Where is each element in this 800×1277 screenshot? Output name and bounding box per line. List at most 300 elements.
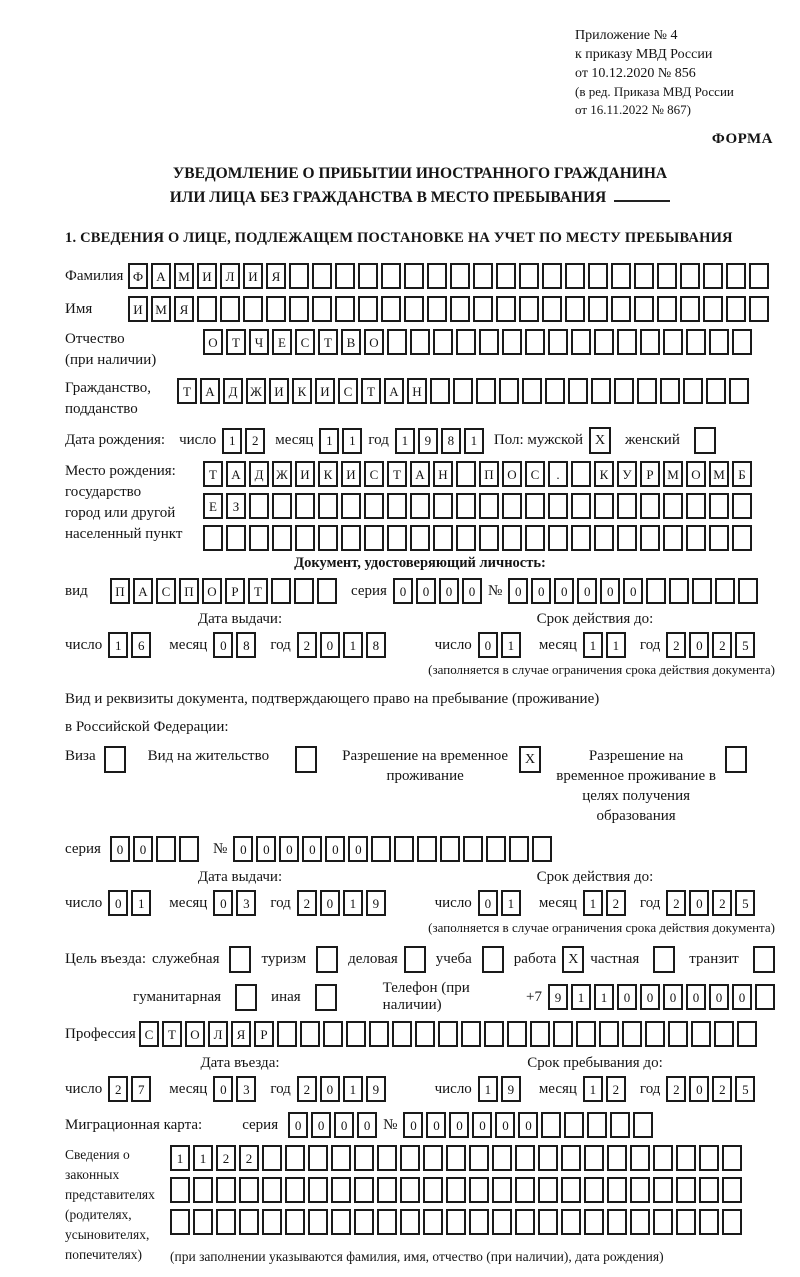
char-cell[interactable] — [676, 1209, 696, 1235]
char-cell[interactable] — [331, 1145, 351, 1171]
char-cell[interactable]: 1 — [343, 632, 363, 658]
char-cell[interactable] — [660, 378, 680, 404]
char-cell[interactable]: 2 — [712, 890, 732, 916]
char-cell[interactable] — [496, 296, 516, 322]
char-cell[interactable] — [473, 296, 493, 322]
char-cell[interactable] — [364, 525, 384, 551]
char-cell[interactable] — [473, 263, 493, 289]
sex-male-checkbox[interactable]: X — [589, 427, 611, 454]
char-cell[interactable] — [331, 1177, 351, 1203]
char-cell[interactable] — [427, 263, 447, 289]
char-cell[interactable] — [410, 525, 430, 551]
char-cell[interactable]: 2 — [712, 1076, 732, 1102]
char-cell[interactable]: Т — [248, 578, 268, 604]
char-cell[interactable] — [732, 493, 752, 519]
char-cell[interactable]: Р — [640, 461, 660, 487]
char-cell[interactable] — [509, 836, 529, 862]
char-cell[interactable] — [640, 525, 660, 551]
char-cell[interactable]: 0 — [640, 984, 660, 1010]
char-cell[interactable]: Р — [254, 1021, 274, 1047]
char-cell[interactable]: Д — [249, 461, 269, 487]
char-cell[interactable] — [545, 378, 565, 404]
char-cell[interactable] — [479, 329, 499, 355]
char-cell[interactable] — [755, 984, 775, 1010]
char-cell[interactable] — [249, 493, 269, 519]
char-cell[interactable]: 9 — [548, 984, 568, 1010]
char-cell[interactable] — [686, 493, 706, 519]
char-cell[interactable] — [663, 525, 683, 551]
option-residence-permit-checkbox[interactable] — [295, 746, 317, 773]
char-cell[interactable] — [668, 1021, 688, 1047]
char-cell[interactable] — [469, 1209, 489, 1235]
char-cell[interactable] — [371, 836, 391, 862]
char-cell[interactable] — [492, 1145, 512, 1171]
char-cell[interactable] — [358, 263, 378, 289]
char-cell[interactable]: 1 — [583, 632, 603, 658]
char-cell[interactable] — [646, 578, 666, 604]
char-cell[interactable] — [686, 525, 706, 551]
char-cell[interactable] — [594, 525, 614, 551]
char-cell[interactable]: 0 — [320, 632, 340, 658]
char-cell[interactable] — [469, 1177, 489, 1203]
char-cell[interactable]: 2 — [606, 890, 626, 916]
char-cell[interactable] — [588, 296, 608, 322]
char-cell[interactable]: Б — [732, 461, 752, 487]
char-cell[interactable]: У — [617, 461, 637, 487]
purpose-humanitarian-checkbox[interactable] — [235, 984, 257, 1011]
char-cell[interactable]: Я — [231, 1021, 251, 1047]
char-cell[interactable] — [430, 378, 450, 404]
char-cell[interactable] — [479, 525, 499, 551]
char-cell[interactable] — [561, 1209, 581, 1235]
char-cell[interactable]: И — [341, 461, 361, 487]
char-cell[interactable] — [433, 329, 453, 355]
char-cell[interactable]: 0 — [357, 1112, 377, 1138]
char-cell[interactable] — [438, 1021, 458, 1047]
char-cell[interactable] — [440, 836, 460, 862]
char-cell[interactable] — [680, 296, 700, 322]
char-cell[interactable]: 2 — [712, 632, 732, 658]
char-cell[interactable] — [387, 525, 407, 551]
char-cell[interactable] — [706, 378, 726, 404]
char-cell[interactable]: С — [364, 461, 384, 487]
char-cell[interactable]: 2 — [666, 632, 686, 658]
char-cell[interactable] — [709, 493, 729, 519]
char-cell[interactable]: 0 — [348, 836, 368, 862]
char-cell[interactable]: 1 — [193, 1145, 213, 1171]
char-cell[interactable]: 0 — [472, 1112, 492, 1138]
char-cell[interactable]: 1 — [583, 890, 603, 916]
char-cell[interactable]: С — [139, 1021, 159, 1047]
char-cell[interactable]: А — [151, 263, 171, 289]
char-cell[interactable] — [541, 1112, 561, 1138]
char-cell[interactable] — [266, 296, 286, 322]
char-cell[interactable] — [193, 1209, 213, 1235]
char-cell[interactable]: 0 — [325, 836, 345, 862]
char-cell[interactable]: 7 — [131, 1076, 151, 1102]
char-cell[interactable] — [515, 1177, 535, 1203]
char-cell[interactable] — [709, 329, 729, 355]
char-cell[interactable] — [262, 1145, 282, 1171]
char-cell[interactable] — [571, 329, 591, 355]
char-cell[interactable]: 1 — [478, 1076, 498, 1102]
char-cell[interactable]: 0 — [689, 632, 709, 658]
char-cell[interactable] — [588, 263, 608, 289]
char-cell[interactable]: 2 — [239, 1145, 259, 1171]
char-cell[interactable] — [703, 263, 723, 289]
char-cell[interactable]: 1 — [594, 984, 614, 1010]
char-cell[interactable] — [300, 1021, 320, 1047]
char-cell[interactable]: С — [295, 329, 315, 355]
char-cell[interactable] — [568, 378, 588, 404]
char-cell[interactable]: 5 — [735, 632, 755, 658]
char-cell[interactable]: 0 — [233, 836, 253, 862]
char-cell[interactable]: Л — [220, 263, 240, 289]
char-cell[interactable] — [341, 493, 361, 519]
char-cell[interactable]: 9 — [366, 1076, 386, 1102]
char-cell[interactable] — [732, 525, 752, 551]
char-cell[interactable]: И — [128, 296, 148, 322]
char-cell[interactable]: И — [315, 378, 335, 404]
char-cell[interactable] — [714, 1021, 734, 1047]
char-cell[interactable] — [193, 1177, 213, 1203]
char-cell[interactable] — [249, 525, 269, 551]
char-cell[interactable] — [584, 1177, 604, 1203]
char-cell[interactable]: А — [384, 378, 404, 404]
char-cell[interactable]: Т — [226, 329, 246, 355]
char-cell[interactable] — [294, 578, 314, 604]
char-cell[interactable] — [404, 296, 424, 322]
char-cell[interactable] — [653, 1209, 673, 1235]
char-cell[interactable]: 9 — [418, 428, 438, 454]
char-cell[interactable]: 1 — [606, 632, 626, 658]
char-cell[interactable]: К — [318, 461, 338, 487]
char-cell[interactable] — [456, 525, 476, 551]
char-cell[interactable] — [415, 1021, 435, 1047]
char-cell[interactable] — [410, 493, 430, 519]
char-cell[interactable] — [295, 525, 315, 551]
char-cell[interactable] — [622, 1021, 642, 1047]
char-cell[interactable]: 0 — [393, 578, 413, 604]
char-cell[interactable] — [634, 296, 654, 322]
char-cell[interactable]: 8 — [366, 632, 386, 658]
char-cell[interactable]: Т — [361, 378, 381, 404]
char-cell[interactable] — [548, 525, 568, 551]
char-cell[interactable] — [262, 1209, 282, 1235]
char-cell[interactable]: С — [338, 378, 358, 404]
char-cell[interactable] — [289, 263, 309, 289]
char-cell[interactable]: В — [341, 329, 361, 355]
char-cell[interactable] — [262, 1177, 282, 1203]
char-cell[interactable] — [433, 525, 453, 551]
char-cell[interactable]: М — [174, 263, 194, 289]
char-cell[interactable] — [484, 1021, 504, 1047]
char-cell[interactable] — [277, 1021, 297, 1047]
char-cell[interactable]: Ж — [246, 378, 266, 404]
char-cell[interactable]: 6 — [131, 632, 151, 658]
char-cell[interactable]: 0 — [531, 578, 551, 604]
char-cell[interactable]: 1 — [222, 428, 242, 454]
char-cell[interactable] — [548, 493, 568, 519]
char-cell[interactable]: О — [364, 329, 384, 355]
char-cell[interactable]: 0 — [689, 890, 709, 916]
char-cell[interactable]: 1 — [501, 890, 521, 916]
char-cell[interactable] — [669, 578, 689, 604]
char-cell[interactable]: 0 — [213, 632, 233, 658]
char-cell[interactable] — [341, 525, 361, 551]
char-cell[interactable] — [637, 378, 657, 404]
char-cell[interactable]: 1 — [501, 632, 521, 658]
char-cell[interactable] — [450, 263, 470, 289]
char-cell[interactable] — [676, 1177, 696, 1203]
char-cell[interactable]: Ж — [272, 461, 292, 487]
char-cell[interactable] — [243, 296, 263, 322]
option-visa-checkbox[interactable] — [104, 746, 126, 773]
char-cell[interactable]: 0 — [686, 984, 706, 1010]
char-cell[interactable]: 0 — [577, 578, 597, 604]
char-cell[interactable] — [179, 836, 199, 862]
char-cell[interactable] — [726, 263, 746, 289]
char-cell[interactable]: 0 — [334, 1112, 354, 1138]
char-cell[interactable]: 0 — [279, 836, 299, 862]
char-cell[interactable] — [272, 493, 292, 519]
char-cell[interactable] — [318, 493, 338, 519]
char-cell[interactable] — [584, 1145, 604, 1171]
char-cell[interactable]: 2 — [108, 1076, 128, 1102]
char-cell[interactable] — [738, 578, 758, 604]
char-cell[interactable] — [692, 578, 712, 604]
char-cell[interactable] — [170, 1177, 190, 1203]
char-cell[interactable]: 0 — [689, 1076, 709, 1102]
char-cell[interactable] — [633, 1112, 653, 1138]
char-cell[interactable]: 0 — [288, 1112, 308, 1138]
char-cell[interactable]: 0 — [133, 836, 153, 862]
char-cell[interactable]: 1 — [108, 632, 128, 658]
char-cell[interactable]: М — [663, 461, 683, 487]
char-cell[interactable]: 2 — [666, 890, 686, 916]
char-cell[interactable]: 0 — [518, 1112, 538, 1138]
char-cell[interactable] — [456, 461, 476, 487]
char-cell[interactable]: 0 — [213, 890, 233, 916]
char-cell[interactable]: 0 — [732, 984, 752, 1010]
char-cell[interactable]: И — [243, 263, 263, 289]
char-cell[interactable] — [525, 329, 545, 355]
char-cell[interactable] — [450, 296, 470, 322]
char-cell[interactable] — [156, 836, 176, 862]
char-cell[interactable] — [358, 296, 378, 322]
char-cell[interactable] — [354, 1145, 374, 1171]
char-cell[interactable] — [584, 1209, 604, 1235]
char-cell[interactable]: Р — [225, 578, 245, 604]
char-cell[interactable] — [571, 525, 591, 551]
char-cell[interactable] — [369, 1021, 389, 1047]
char-cell[interactable]: 0 — [320, 1076, 340, 1102]
char-cell[interactable] — [640, 493, 660, 519]
char-cell[interactable] — [525, 493, 545, 519]
char-cell[interactable] — [239, 1209, 259, 1235]
char-cell[interactable] — [611, 296, 631, 322]
char-cell[interactable]: 2 — [297, 1076, 317, 1102]
char-cell[interactable] — [607, 1177, 627, 1203]
option-temp-residence-checkbox[interactable]: X — [519, 746, 541, 773]
char-cell[interactable] — [553, 1021, 573, 1047]
char-cell[interactable] — [686, 329, 706, 355]
char-cell[interactable]: 1 — [170, 1145, 190, 1171]
char-cell[interactable]: 8 — [236, 632, 256, 658]
char-cell[interactable] — [423, 1145, 443, 1171]
char-cell[interactable] — [400, 1177, 420, 1203]
char-cell[interactable] — [404, 263, 424, 289]
char-cell[interactable] — [318, 525, 338, 551]
char-cell[interactable]: 1 — [583, 1076, 603, 1102]
char-cell[interactable] — [392, 1021, 412, 1047]
char-cell[interactable] — [587, 1112, 607, 1138]
char-cell[interactable] — [400, 1209, 420, 1235]
char-cell[interactable] — [492, 1177, 512, 1203]
char-cell[interactable]: 0 — [600, 578, 620, 604]
char-cell[interactable] — [515, 1145, 535, 1171]
char-cell[interactable]: Т — [162, 1021, 182, 1047]
char-cell[interactable] — [617, 329, 637, 355]
char-cell[interactable] — [346, 1021, 366, 1047]
char-cell[interactable]: А — [410, 461, 430, 487]
char-cell[interactable] — [502, 525, 522, 551]
char-cell[interactable]: 1 — [571, 984, 591, 1010]
char-cell[interactable]: 0 — [439, 578, 459, 604]
char-cell[interactable]: 0 — [449, 1112, 469, 1138]
char-cell[interactable]: И — [269, 378, 289, 404]
char-cell[interactable]: 0 — [623, 578, 643, 604]
char-cell[interactable]: О — [203, 329, 223, 355]
char-cell[interactable] — [522, 378, 542, 404]
char-cell[interactable] — [239, 1177, 259, 1203]
char-cell[interactable] — [461, 1021, 481, 1047]
char-cell[interactable] — [216, 1209, 236, 1235]
char-cell[interactable] — [530, 1021, 550, 1047]
char-cell[interactable] — [542, 296, 562, 322]
char-cell[interactable] — [565, 263, 585, 289]
purpose-official-checkbox[interactable] — [229, 946, 251, 973]
char-cell[interactable]: 0 — [709, 984, 729, 1010]
char-cell[interactable]: 2 — [666, 1076, 686, 1102]
char-cell[interactable] — [335, 263, 355, 289]
purpose-study-checkbox[interactable] — [482, 946, 504, 973]
char-cell[interactable] — [331, 1209, 351, 1235]
purpose-business-checkbox[interactable] — [404, 946, 426, 973]
char-cell[interactable]: 5 — [735, 890, 755, 916]
char-cell[interactable]: С — [156, 578, 176, 604]
char-cell[interactable] — [364, 493, 384, 519]
char-cell[interactable] — [610, 1112, 630, 1138]
char-cell[interactable] — [749, 296, 769, 322]
char-cell[interactable]: 2 — [297, 632, 317, 658]
char-cell[interactable] — [726, 296, 746, 322]
char-cell[interactable] — [645, 1021, 665, 1047]
char-cell[interactable]: 0 — [663, 984, 683, 1010]
char-cell[interactable] — [453, 378, 473, 404]
char-cell[interactable]: 0 — [311, 1112, 331, 1138]
char-cell[interactable]: 1 — [342, 428, 362, 454]
char-cell[interactable]: 0 — [462, 578, 482, 604]
char-cell[interactable] — [499, 378, 519, 404]
char-cell[interactable] — [564, 1112, 584, 1138]
char-cell[interactable] — [323, 1021, 343, 1047]
char-cell[interactable] — [532, 836, 552, 862]
char-cell[interactable]: П — [179, 578, 199, 604]
char-cell[interactable]: Н — [407, 378, 427, 404]
char-cell[interactable] — [463, 836, 483, 862]
char-cell[interactable] — [216, 1177, 236, 1203]
char-cell[interactable] — [630, 1145, 650, 1171]
char-cell[interactable]: И — [295, 461, 315, 487]
char-cell[interactable] — [591, 378, 611, 404]
char-cell[interactable] — [729, 378, 749, 404]
char-cell[interactable] — [538, 1177, 558, 1203]
char-cell[interactable]: О — [202, 578, 222, 604]
char-cell[interactable] — [387, 329, 407, 355]
char-cell[interactable] — [680, 263, 700, 289]
char-cell[interactable] — [377, 1209, 397, 1235]
char-cell[interactable]: А — [226, 461, 246, 487]
char-cell[interactable] — [594, 493, 614, 519]
char-cell[interactable] — [576, 1021, 596, 1047]
char-cell[interactable] — [492, 1209, 512, 1235]
char-cell[interactable] — [519, 296, 539, 322]
char-cell[interactable] — [226, 525, 246, 551]
char-cell[interactable] — [469, 1145, 489, 1171]
char-cell[interactable] — [538, 1209, 558, 1235]
char-cell[interactable]: 0 — [108, 890, 128, 916]
char-cell[interactable]: Е — [272, 329, 292, 355]
char-cell[interactable]: 5 — [735, 1076, 755, 1102]
char-cell[interactable] — [377, 1177, 397, 1203]
char-cell[interactable] — [699, 1177, 719, 1203]
char-cell[interactable] — [427, 296, 447, 322]
char-cell[interactable] — [542, 263, 562, 289]
char-cell[interactable] — [308, 1145, 328, 1171]
char-cell[interactable] — [308, 1177, 328, 1203]
char-cell[interactable] — [335, 296, 355, 322]
char-cell[interactable]: Н — [433, 461, 453, 487]
char-cell[interactable] — [515, 1209, 535, 1235]
char-cell[interactable] — [271, 578, 291, 604]
char-cell[interactable]: Я — [266, 263, 286, 289]
char-cell[interactable] — [394, 836, 414, 862]
char-cell[interactable]: Е — [203, 493, 223, 519]
char-cell[interactable] — [197, 296, 217, 322]
char-cell[interactable]: 0 — [416, 578, 436, 604]
char-cell[interactable] — [295, 493, 315, 519]
char-cell[interactable]: 1 — [464, 428, 484, 454]
char-cell[interactable] — [561, 1177, 581, 1203]
char-cell[interactable] — [317, 578, 337, 604]
char-cell[interactable] — [703, 296, 723, 322]
char-cell[interactable] — [715, 578, 735, 604]
char-cell[interactable]: 2 — [606, 1076, 626, 1102]
char-cell[interactable]: К — [292, 378, 312, 404]
char-cell[interactable]: 8 — [441, 428, 461, 454]
char-cell[interactable] — [476, 378, 496, 404]
option-temp-residence-education-checkbox[interactable] — [725, 746, 747, 773]
char-cell[interactable] — [614, 378, 634, 404]
char-cell[interactable] — [519, 263, 539, 289]
char-cell[interactable] — [617, 525, 637, 551]
char-cell[interactable] — [722, 1209, 742, 1235]
char-cell[interactable] — [565, 296, 585, 322]
purpose-tourism-checkbox[interactable] — [316, 946, 338, 973]
purpose-work-checkbox[interactable]: X — [562, 946, 584, 973]
char-cell[interactable]: 1 — [131, 890, 151, 916]
